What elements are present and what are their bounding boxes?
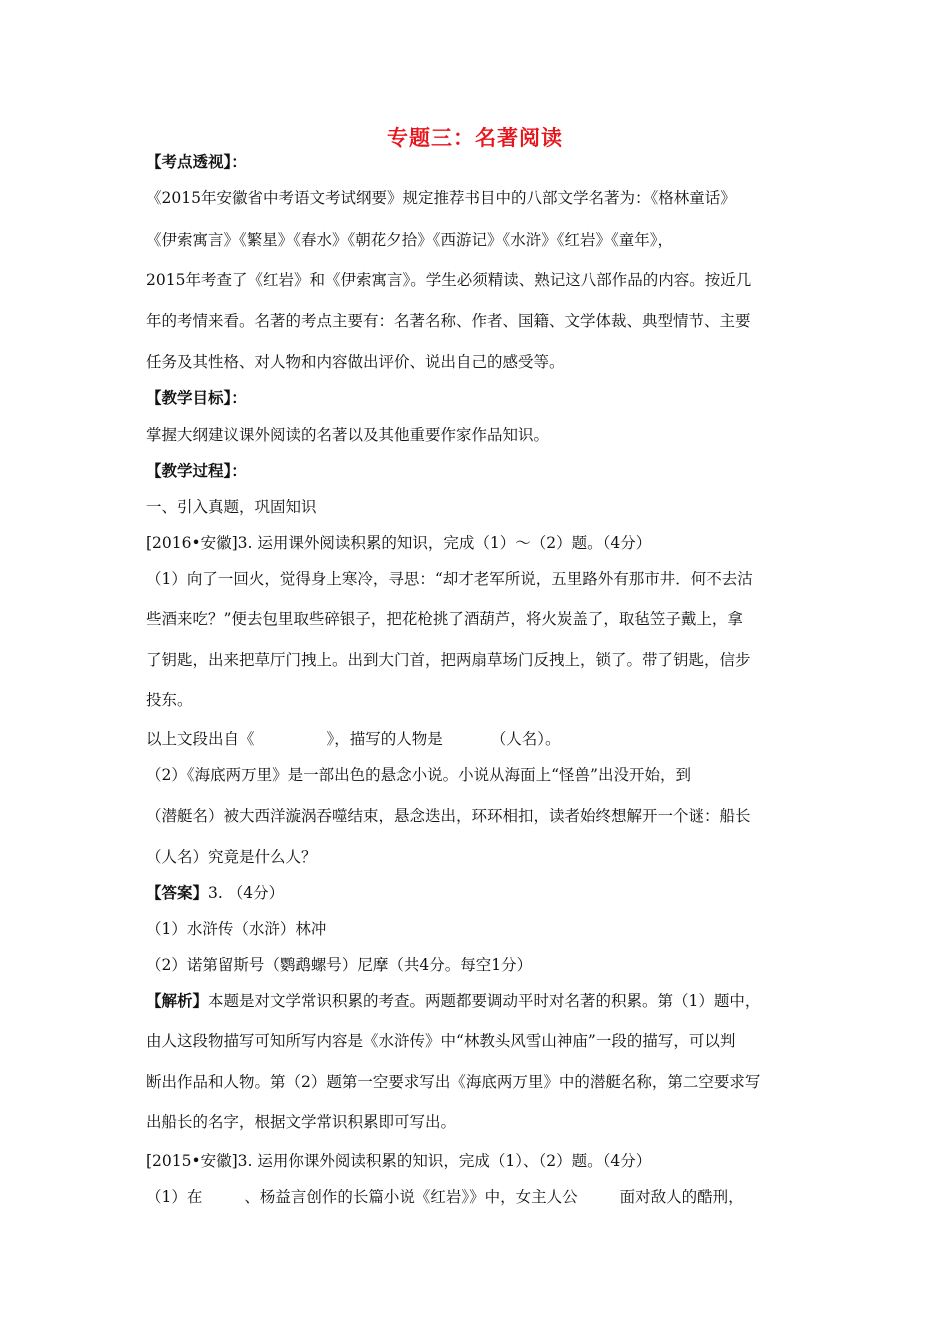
question-2016-p1-line: （1）向了一回火，觉得身上寒冷，寻思：“却才老军所说，五里路外有那市井．何不去沽 [146,570,753,588]
analysis-text: 本题是对文学常识积累的考查。两题都要调动平时对名著的积累。第（1）题中， [208,992,761,1010]
kaodian-line: 任务及其性格、对人物和内容做出评价、说出自己的感受等。 [146,353,565,371]
analysis-line [146,991,760,1011]
answer-item: （1）水浒传（水浒）林冲 [146,920,327,938]
answer-label: 【答案】 [146,883,209,902]
answer-line [146,883,284,903]
blank-line-part: 、杨益言创作的长篇小说《红岩》》中，女主人公 [244,1188,578,1206]
page-title: 专题三：名著阅读 [387,126,563,150]
blank-line-part: 》，描写的人物是 [326,730,443,748]
kaodian-line: 《2015年安徽省中考语文考试纲要》规定推荐书目中的八部文学名著为：《格林童话》 [146,189,736,207]
blank-line-part: （1）在 [146,1188,203,1206]
question-2016-p1-blank-line [146,729,561,749]
mubiao-heading: 【教学目标】： [146,388,247,407]
question-2015-header: [2015•安徽]3. 运用你课外阅读积累的知识，完成（1）、（2）题。（4分） [146,1152,652,1170]
mubiao-text: 掌握大纲建议课外阅读的名著以及其他重要作家作品知识。 [146,426,550,444]
blank-line-part: （人名）。 [490,730,561,748]
guocheng-heading: 【教学过程】： [146,461,247,480]
analysis-line: 断出作品和人物。第（2）题第一空要求写出《海底两万里》中的潜艇名称，第二空要求写 [146,1073,761,1091]
kaodian-line: 年的考情来看。名著的考点主要有：名著名称、作者、国籍、文学体裁、典型情节、主要 [146,312,751,330]
kaodian-heading: 【考点透视】： [146,152,247,171]
analysis-line: 出船长的名字，根据文学常识积累即可写出。 [146,1113,457,1131]
question-2016-p1-line: 了钥匙，出来把草厅门拽上。出到大门首，把两扇草场门反拽上，锁了。带了钥匙，信步 [146,651,751,669]
answer-item: （2）诺第留斯号（鹦鹉螺号）尼摩（共4分。每空1分） [146,956,533,974]
blank-line-part: 以上文段出自《 [146,730,255,748]
kaodian-line: 《伊索寓言》《繁星》《春水》《朝花夕拾》《西游记》《水浒》《红岩》《童年》， [146,231,674,249]
question-2016-p1-line: 投东。 [146,691,193,709]
answer-score: 3. （4分） [208,884,285,902]
analysis-line: 由人这段物描写可知所写内容是《水浒传》中“林教头风雪山神庙”一段的描写，可以判 [146,1032,736,1050]
question-2016-p2-line: （2）《海底两万里》是一部出色的悬念小说。小说从海面上“怪兽”出没开始，到 [146,766,691,784]
question-2016-p2-line: （人名）究竟是什么人？ [146,848,317,866]
blank-line-part: 面对敌人的酷刑， [619,1188,744,1206]
question-2015-p1-line [146,1187,744,1207]
step-one: 一、引入真题，巩固知识 [146,498,317,516]
kaodian-line: 2015年考查了《红岩》和《伊索寓言》。学生必须精读、熟记这八部作品的内容。按近几 [146,271,752,289]
question-2016-p2-line: （潜艇名）被大西洋漩涡吞噬结束，悬念迭出，环环相扣，读者始终想解开一个谜：船长 [146,807,751,825]
question-2016-p1-line: 些酒来吃？”便去包里取些碎银子，把花枪挑了酒葫芦，将火炭盖了，取毡笠子戴上，拿 [146,610,743,628]
question-2016-header: [2016•安徽]3. 运用课外阅读积累的知识，完成（1）～（2）题。（4分） [146,534,652,552]
analysis-label: 【解析】 [146,991,209,1010]
